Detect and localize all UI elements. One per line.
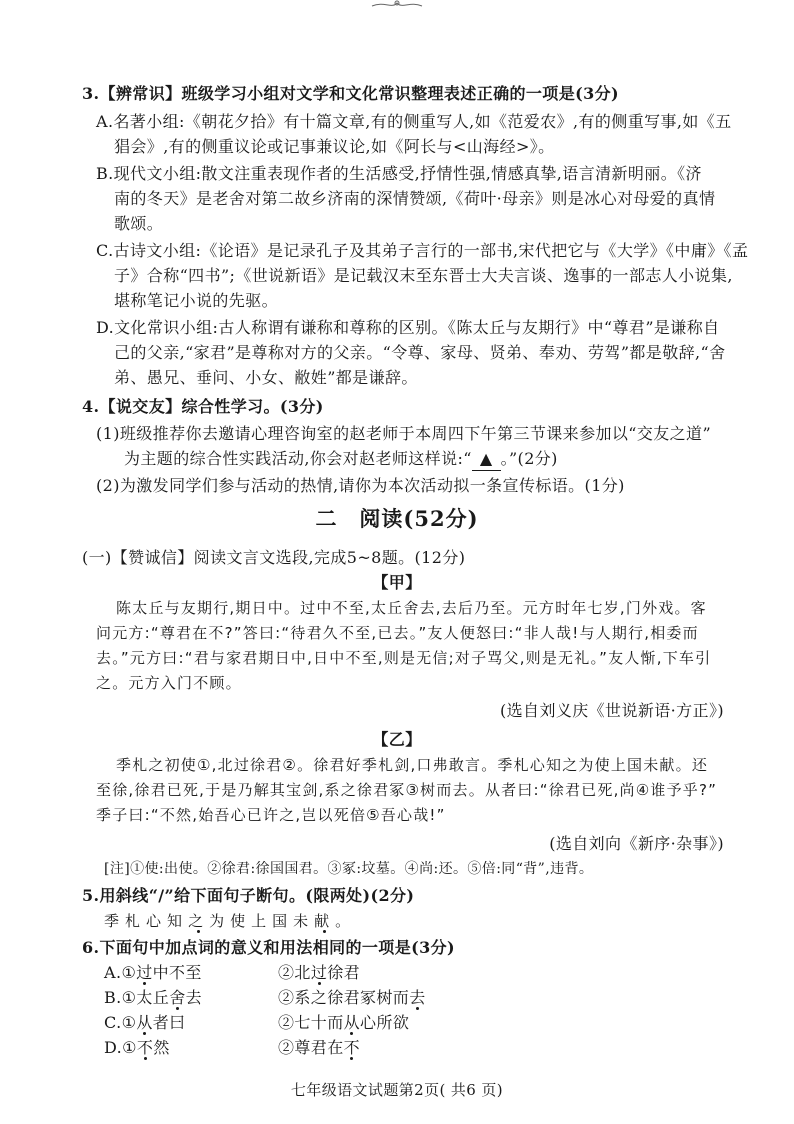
dotted-word: 舍 xyxy=(169,988,186,1007)
passage-yi-line1: 季札之初使①,北过徐君②。徐君好季札剑,口弗敢言。季札心知之为使上国未献。还 xyxy=(116,756,709,774)
q6-option-c-second xyxy=(278,1012,409,1034)
passage-yi-line3: 季子曰:“不然,始吾心已许之,岂以死倍⑤吾心哉!” xyxy=(96,806,446,824)
option-text: ②北 xyxy=(278,963,311,982)
dotted-word: 过 xyxy=(136,963,153,982)
q5-char: 心 xyxy=(146,912,168,930)
q5-stem: 5.用斜线“/”给下面句子断句。(限两处)(2分) xyxy=(82,886,415,905)
dotted-word: 不 xyxy=(343,1038,361,1057)
q5-char: 上 xyxy=(251,912,273,930)
option-text: 者曰 xyxy=(152,1013,186,1032)
q6-option-a-second xyxy=(278,962,360,984)
q5-char: 知 xyxy=(167,912,189,930)
option-text: ②七十而 xyxy=(278,1013,344,1032)
q4-part1-line2 xyxy=(124,448,558,471)
passage-jia-line4: 之。元方入门不顾。 xyxy=(96,674,242,692)
part1-intro: (一)【赞诚信】阅读文言文选段,完成5~8题。(12分) xyxy=(82,548,466,567)
option-letter: D. xyxy=(104,1038,123,1057)
q5-char: 为 xyxy=(209,912,231,930)
q5-char: 札 xyxy=(125,912,147,930)
page-footer: 七年级语文试题第2页( 共6 页) xyxy=(290,1081,504,1099)
option-text: 心所欲 xyxy=(360,1013,410,1032)
q3-option-c-line1: C.古诗文小组:《论语》是记录孔子及其弟子言行的一部书,宋代把它与《大学》《中庸》《孟 xyxy=(96,241,749,260)
option-letter: A. xyxy=(104,963,122,982)
option-text: ① xyxy=(121,963,137,982)
q3-option-c-line2: 子》合称“四书”;《世说新语》是记载汉末至东晋士大夫言谈、逸事的一部志人小说集, xyxy=(114,266,733,285)
q6-option-b[interactable] xyxy=(104,987,202,1009)
q5-char: 献 xyxy=(314,912,336,930)
passage-jia-line1: 陈太丘与友期行,期日中。过中不至,太丘舍去,去后乃至。元方时年七岁,门外戏。客 xyxy=(116,599,707,617)
passage-jia-title: 【甲】 xyxy=(372,573,422,592)
option-text: 然 xyxy=(153,1038,170,1057)
q3-option-a-line1: A.名著小组:《朝花夕拾》有十篇文章,有的侧重写人,如《范爱农》,有的侧重写事,如《五 xyxy=(96,112,732,131)
option-letter: C. xyxy=(104,1013,122,1032)
q6-stem: 6.下面句中加点词的意义和用法相同的一项是(3分) xyxy=(82,938,455,957)
option-text: 中不至 xyxy=(152,963,202,982)
option-text: 去 xyxy=(185,988,203,1007)
q3-option-b-line2: 南的冬天》是老舍对第二故乡济南的深情赞颂,《荷叶·母亲》则是冰心对母爱的真情 xyxy=(114,189,716,208)
q3-option-d-line2: 己的父亲,“家君”是尊称对方的父亲。“令尊、家母、贤弟、奉劝、劳驾”都是敬辞,“舍 xyxy=(114,343,726,362)
q6-option-b-second xyxy=(278,987,426,1009)
q6-option-a[interactable] xyxy=(104,962,202,984)
section-title: 二 阅读(52分) xyxy=(315,506,479,531)
q3-option-c-line3: 堪称笔记小说的先驱。 xyxy=(114,291,279,310)
q6-option-d-second xyxy=(278,1037,360,1059)
page-top-ornament xyxy=(370,0,424,10)
q5-char: 之 xyxy=(188,912,210,930)
passage-jia-line2: 问元方:“尊君在不?”答曰:“待君久不至,已去。”友人便怒曰:“非人哉!与人期行,相委而 xyxy=(96,624,699,642)
passage-yi-source: (选自刘向《新序·杂事》) xyxy=(549,834,724,853)
q4-stem: 4.【说交友】综合性学习。(3分) xyxy=(82,397,324,416)
q4-part1-line1: (1)班级推荐你去邀请心理咨询室的赵老师于本周四下午第三节课来参加以“交友之道” xyxy=(96,424,712,443)
q6-option-c[interactable] xyxy=(104,1012,186,1034)
passage-yi-line2: 至徐,徐君已死,于是乃解其宝剑,系之徐君冢③树而去。从者曰:“徐君已死,尚④谁予乎?” xyxy=(96,781,718,799)
q3-option-d-line1: D.文化常识小组:古人称谓有谦称和尊称的区别。《陈太丘与友期行》中“尊君”是谦称自 xyxy=(96,318,720,337)
option-text: ②系之徐君冢树而 xyxy=(278,988,410,1007)
q5-sentence[interactable] xyxy=(104,910,356,932)
q5-char: 未 xyxy=(293,912,315,930)
q5-char: 季 xyxy=(104,912,126,930)
passage-jia-line3: 去。”元方曰:“君与家君期日中,日中不至,则是无信;对子骂父,则是无礼。”友人惭,下车引 xyxy=(96,649,712,667)
dotted-word: 不 xyxy=(136,1038,154,1057)
q6-option-d[interactable] xyxy=(104,1037,170,1059)
dotted-word: 过 xyxy=(310,963,328,982)
passage-jia-source: (选自刘义庆《世说新语·方正》) xyxy=(500,701,724,720)
option-text: ①太丘 xyxy=(121,988,170,1007)
option-text: ① xyxy=(121,1013,137,1032)
q3-option-b-line1: B.现代文小组:散文注重表现作者的生活感受,抒情性强,情感真挚,语言清新明丽。《济 xyxy=(96,164,702,183)
passage-yi-notes: [注]①使:出使。②徐君:徐国国君。③冢:坟墓。④尚:还。⑤倍:同“背”,违背。 xyxy=(104,861,594,877)
q3-option-b-line3: 歌颂。 xyxy=(114,214,164,233)
dotted-word: 去 xyxy=(409,988,426,1007)
dotted-word: 从 xyxy=(343,1013,361,1032)
option-text: ① xyxy=(122,1038,137,1057)
q3-option-d-line3: 弟、愚兄、垂问、小女、敝姓”都是谦辞。 xyxy=(114,368,418,387)
option-text: 徐君 xyxy=(327,963,361,982)
answer-blank[interactable]: ▲ xyxy=(472,448,501,471)
q5-char: 国 xyxy=(272,912,294,930)
option-text: ②尊君在 xyxy=(278,1038,344,1057)
q3-option-a-line2: 猖会》,有的侧重议论或记事兼议论,如《阿长与<山海经>》。 xyxy=(114,137,555,156)
q4-part1-text: 为主题的综合性实践活动,你会对赵老师这样说:“ xyxy=(124,449,472,468)
q4-part1-score: 。”(2分) xyxy=(500,449,558,468)
dotted-word: 从 xyxy=(136,1013,153,1032)
q4-part2: (2)为激发同学们参与活动的热情,请你为本次活动拟一条宣传标语。(1分) xyxy=(96,476,625,495)
q5-char: 使 xyxy=(230,912,252,930)
q3-stem: 3.【辨常识】班级学习小组对文学和文化常识整理表述正确的一项是(3分) xyxy=(82,84,619,103)
option-letter: B. xyxy=(104,988,122,1007)
passage-yi-title: 【乙】 xyxy=(372,730,422,749)
q5-char: 。 xyxy=(335,912,357,930)
